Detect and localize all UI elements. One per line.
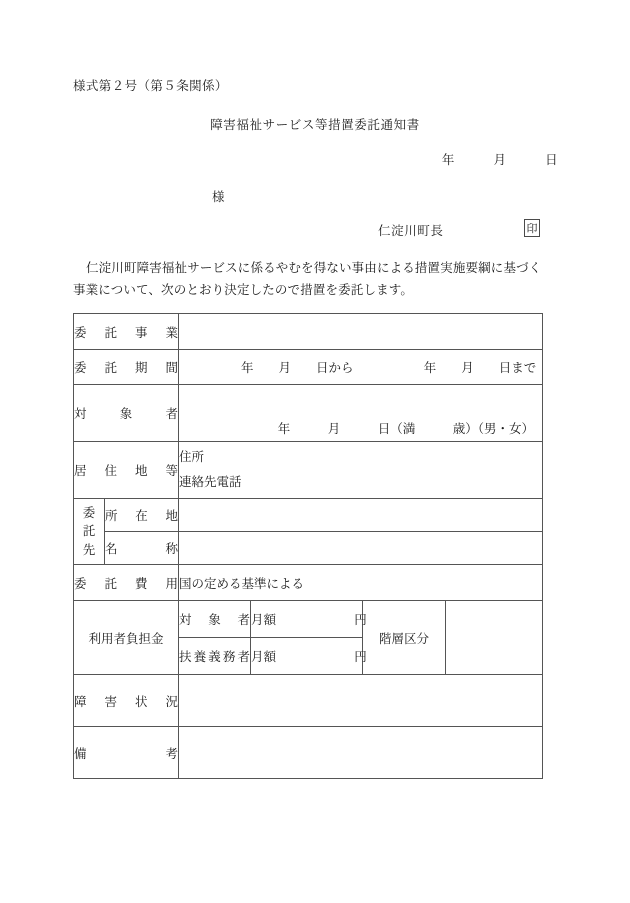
issue-date-line: 年 月 日 [441, 153, 558, 167]
table-row-disability-status [74, 675, 543, 727]
label-remarks: 備考 [74, 727, 179, 779]
label-user-contribution: 利用者負担金 [74, 601, 179, 675]
consignee-label-char-2: 託 [82, 524, 96, 539]
label-contribution-supporter: 扶養義務者 [179, 638, 251, 675]
value-contribution-supporter[interactable] [251, 638, 367, 675]
label-consignment-cost: 委託費用 [74, 565, 179, 601]
consignee-label-char-3: 先 [82, 542, 96, 557]
label-consignment-period: 委託期間 [74, 350, 179, 385]
value-remarks[interactable] [179, 727, 543, 779]
contribution-supporter-amount-unit: 円 [354, 650, 367, 664]
contribution-target-amount-label: 月額 [251, 613, 277, 627]
label-target-person: 対象者 [74, 385, 179, 442]
value-contribution-target[interactable] [251, 601, 367, 638]
table-row-user-contribution-target [74, 601, 543, 638]
table-row-residence [74, 442, 543, 499]
table-row-remarks [74, 727, 543, 779]
value-target-person[interactable] [179, 385, 543, 442]
period-to: 年 月 日まで [423, 361, 537, 375]
consignee-label-char-1: 委 [82, 506, 96, 521]
table-row-target-person [74, 385, 543, 442]
contribution-target-amount-unit: 円 [354, 613, 367, 627]
table-row-consignee-name [74, 532, 543, 565]
value-consignee-location[interactable] [179, 499, 543, 532]
value-tier-division[interactable] [446, 601, 543, 675]
contribution-supporter-amount-label: 月額 [251, 650, 277, 664]
addressee-suffix: 様 [212, 190, 225, 204]
residence-phone-label: 連絡先電話 [179, 475, 242, 489]
label-consigned-business: 委託事業 [74, 314, 179, 350]
label-consignee-location: 所在地 [105, 499, 179, 532]
period-from: 年 月 日から [241, 361, 354, 375]
residence-address-label: 住所 [179, 450, 205, 464]
body-paragraph: 仁淀川町障害福祉サービスに係るやむを得ない事由による措置実施要綱に基づく事業について、次のとおり決定したので措置を委託します。 [73, 261, 542, 297]
label-consignee-name: 名称 [105, 532, 179, 565]
value-disability-status[interactable] [179, 675, 543, 727]
seal-stamp-box: 印 [524, 219, 540, 237]
notification-form-table [73, 313, 543, 779]
label-disability-status: 障害状況 [74, 675, 179, 727]
table-row-consigned-business [74, 314, 543, 350]
table-row-consignee-location [74, 499, 543, 532]
label-residence: 居住地等 [74, 442, 179, 499]
value-consignment-cost[interactable]: 国の定める基準による [179, 565, 543, 601]
value-consignee-name[interactable] [179, 532, 543, 565]
target-person-birth-line: 年 月 日（満 歳）（男・女） [277, 422, 535, 436]
value-residence[interactable] [179, 442, 543, 499]
value-consignment-period[interactable] [179, 350, 543, 385]
form-number: 様式第２号（第５条関係） [73, 79, 228, 93]
table-row-consignment-cost [74, 565, 543, 601]
issuer-name: 仁淀川町長 [378, 224, 444, 238]
document-title: 障害福祉サービス等措置委託通知書 [210, 118, 420, 132]
label-consignee [74, 499, 105, 565]
label-tier-division: 階層区分 [363, 601, 446, 675]
table-row-consignment-period [74, 350, 543, 385]
label-contribution-target: 対象者 [179, 601, 251, 638]
value-consigned-business[interactable] [179, 314, 543, 350]
